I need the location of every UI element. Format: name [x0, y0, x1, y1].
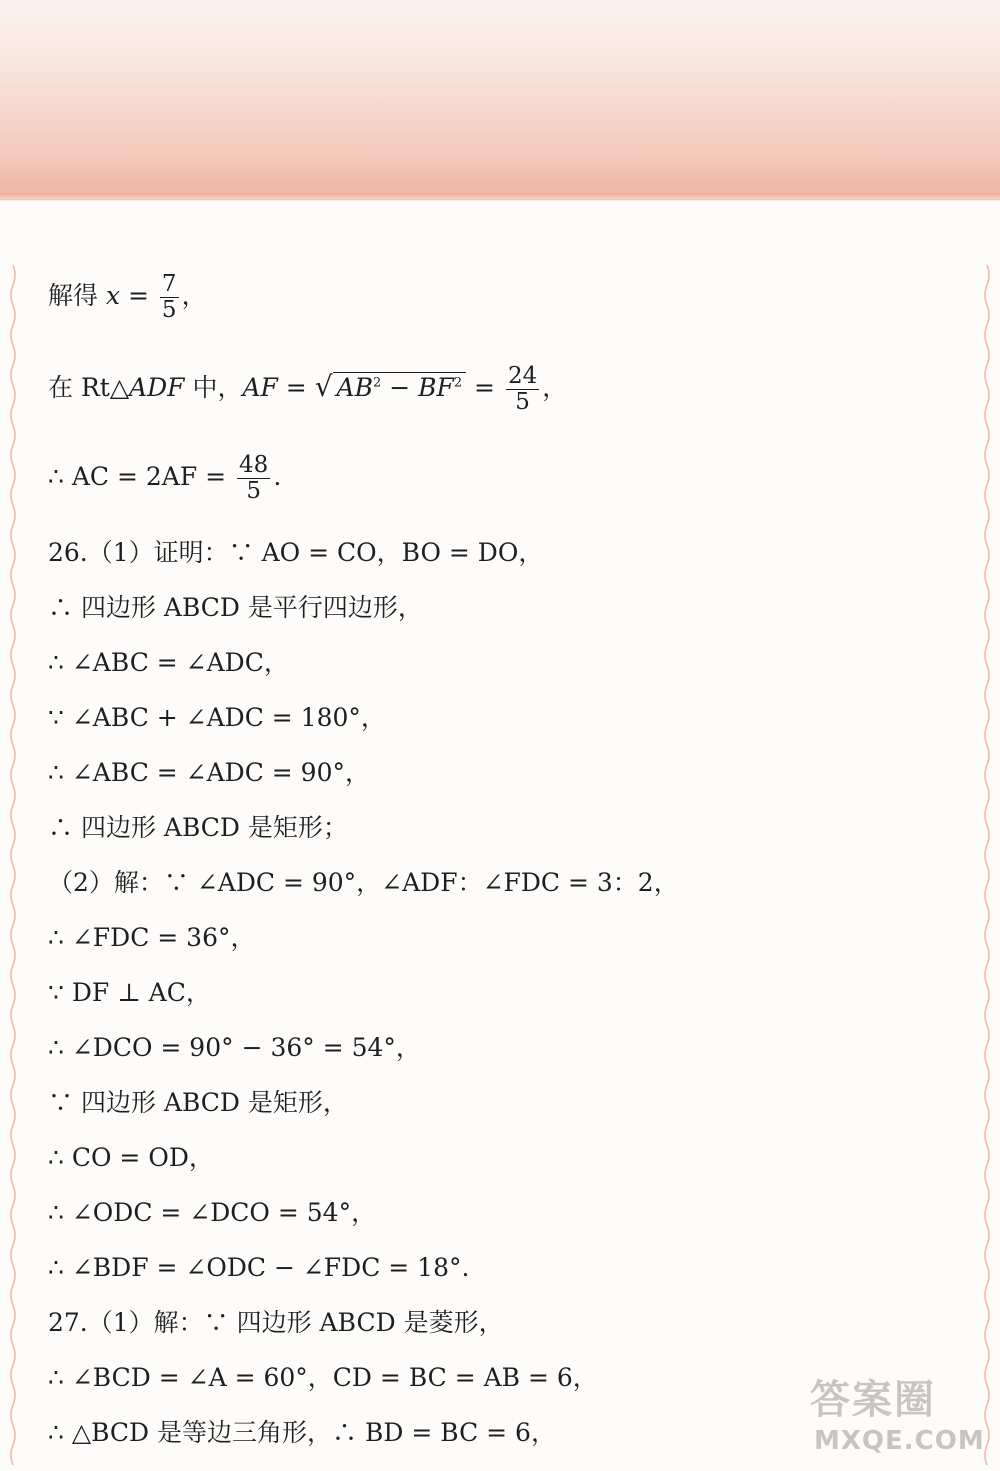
fraction-numerator: 24 [507, 363, 538, 389]
solution-line-1 [48, 272, 207, 323]
line1-lead: 解得 [48, 281, 99, 310]
line3-text: ∴ AC = 2AF = [48, 462, 235, 491]
line2-triangle: ADF [129, 373, 185, 402]
solution-line-8: ∴ ∠ABC = ∠ADC = 90°， [48, 758, 370, 787]
exponent-ab: 2 [372, 375, 382, 391]
left-wavy-border [8, 265, 18, 1465]
radicand-minus: − [381, 373, 419, 402]
solution-line-16: ∴ ∠ODC = ∠DCO = 54°， [48, 1198, 377, 1227]
line2-lead: 在 Rt△ [48, 373, 130, 402]
line2-eq2: = [466, 373, 503, 402]
line2-mid: 中， [184, 373, 243, 402]
solution-line-19: ∴ ∠BCD = ∠A = 60°，CD = BC = AB = 6， [48, 1363, 598, 1392]
line3-tail: . [273, 462, 282, 491]
radicand-ab: AB [336, 373, 373, 402]
solution-line-14: ∵ 四边形 ABCD 是矩形， [48, 1088, 348, 1117]
solution-line-12: ∵ DF ⊥ AC， [48, 978, 211, 1007]
fraction-denominator: 5 [161, 297, 177, 323]
radicand [333, 372, 467, 403]
radical-sign: √ [314, 370, 333, 403]
fraction-48-5 [237, 453, 270, 504]
line2-tail: ， [542, 373, 568, 402]
header-edge [0, 193, 1000, 202]
solution-line-11: ∴ ∠FDC = 36°， [48, 923, 256, 952]
solution-line-3 [48, 453, 281, 504]
solution-line-17: ∴ ∠BDF = ∠ODC − ∠FDC = 18°. [48, 1253, 470, 1282]
line1-var: x [105, 281, 121, 310]
right-wavy-border [982, 265, 992, 1465]
exponent-bf: 2 [453, 375, 463, 391]
fraction-numerator: 48 [239, 452, 269, 478]
solution-line-4: 26.（1）证明：∵ AO = CO，BO = DO， [48, 538, 544, 567]
watermark-en: MXQE.COM [814, 1426, 985, 1456]
fraction-7-5 [160, 272, 179, 323]
solution-line-2 [48, 364, 567, 415]
solution-line-15: ∴ CO = OD， [48, 1143, 214, 1172]
watermark-cn: 答案圈 [810, 1377, 936, 1423]
fraction-numerator: 7 [161, 271, 177, 297]
solution-line-7: ∵ ∠ABC + ∠ADC = 180°， [48, 703, 386, 732]
fraction-denominator: 5 [246, 478, 261, 504]
solution-line-20: ∴ △BCD 是等边三角形，∴ BD = BC = 6， [48, 1418, 556, 1447]
radicand-bf: BF [418, 373, 454, 402]
watermark-logo [810, 1375, 995, 1467]
line2-eq: = [277, 373, 315, 402]
header-band [0, 0, 1000, 200]
solution-line-6: ∴ ∠ABC = ∠ADC， [48, 648, 289, 677]
solution-line-10: （2）解：∵ ∠ADC = 90°，∠ADF：∠FDC = 3：2， [48, 868, 679, 897]
line1-tail: ， [181, 281, 207, 310]
solution-line-9: ∴ 四边形 ABCD 是矩形； [48, 813, 348, 842]
solution-line-13: ∴ ∠DCO = 90° − 36° = 54°， [48, 1033, 421, 1062]
square-root [315, 372, 466, 403]
solution-line-5: ∴ 四边形 ABCD 是平行四边形， [48, 593, 423, 622]
line1-eq: = [120, 281, 157, 310]
solution-line-18: 27.（1）解：∵ 四边形 ABCD 是菱形， [48, 1308, 504, 1337]
fraction-24-5 [506, 364, 539, 415]
fraction-denominator: 5 [515, 389, 530, 415]
line2-af: AF [242, 373, 278, 402]
